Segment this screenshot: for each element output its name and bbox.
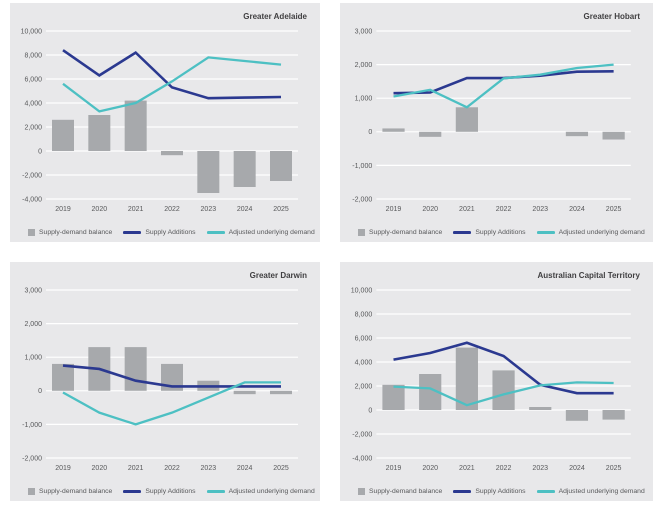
line-swatch-icon [537, 490, 555, 493]
svg-text:2,000: 2,000 [354, 383, 373, 391]
legend-label-supply-demand-balance: Supply-demand balance [39, 488, 113, 495]
svg-text:-2,000: -2,000 [22, 455, 42, 463]
svg-text:2021: 2021 [459, 206, 475, 213]
line-swatch-icon [123, 490, 141, 493]
svg-text:2023: 2023 [200, 206, 217, 213]
svg-text:0: 0 [38, 148, 42, 156]
legend-label-supply-additions: Supply Additions [145, 488, 196, 495]
legend-label-supply-demand-balance: Supply-demand balance [369, 229, 443, 236]
svg-text:2023: 2023 [532, 206, 549, 213]
svg-text:4,000: 4,000 [354, 359, 373, 367]
svg-text:-4,000: -4,000 [352, 455, 373, 463]
svg-text:2024: 2024 [569, 206, 585, 213]
chart-panel-greater-darwin [10, 262, 320, 501]
svg-text:2025: 2025 [605, 206, 622, 213]
legend-label-supply-additions: Supply Additions [475, 488, 526, 495]
legend-label-supply-demand-balance: Supply-demand balance [39, 229, 113, 236]
svg-text:6,000: 6,000 [24, 76, 42, 84]
svg-text:-1,000: -1,000 [22, 421, 42, 429]
svg-text:2,000: 2,000 [24, 321, 42, 328]
svg-text:2025: 2025 [273, 206, 289, 213]
svg-text:10,000: 10,000 [20, 28, 42, 36]
legend-label-adjusted-underlying-demand: Adjusted underlying demand [558, 229, 645, 236]
svg-text:2023: 2023 [200, 465, 217, 472]
svg-text:2024: 2024 [236, 465, 253, 472]
svg-text:1,000: 1,000 [24, 354, 42, 362]
chart-title: Greater Hobart [583, 12, 640, 21]
svg-text:2022: 2022 [164, 206, 180, 213]
svg-text:2019: 2019 [55, 206, 71, 213]
line-swatch-icon [537, 231, 555, 234]
svg-text:2023: 2023 [532, 465, 549, 472]
svg-text:2019: 2019 [385, 465, 402, 472]
svg-text:2022: 2022 [164, 465, 180, 472]
svg-text:-2,000: -2,000 [352, 431, 373, 439]
chart-panel-greater-hobart [340, 3, 653, 242]
chart-title: Australian Capital Territory [537, 271, 640, 280]
chart-plot [10, 3, 320, 217]
svg-text:-1,000: -1,000 [352, 162, 373, 170]
svg-text:8,000: 8,000 [354, 311, 373, 319]
svg-text:1,000: 1,000 [354, 95, 373, 103]
chart-panel-australian-capital-territory [340, 262, 653, 501]
svg-text:3,000: 3,000 [24, 287, 42, 295]
legend-label-adjusted-underlying-demand: Adjusted underlying demand [228, 488, 315, 495]
legend-label-adjusted-underlying-demand: Adjusted underlying demand [558, 488, 645, 495]
legend-label-adjusted-underlying-demand: Adjusted underlying demand [228, 229, 315, 236]
svg-text:2021: 2021 [459, 465, 475, 472]
svg-text:2019: 2019 [55, 465, 71, 472]
svg-text:2019: 2019 [385, 206, 402, 213]
svg-text:2020: 2020 [422, 465, 439, 472]
chart-plot [340, 3, 653, 217]
line-swatch-icon [123, 231, 141, 234]
svg-text:2024: 2024 [569, 465, 585, 472]
svg-text:3,000: 3,000 [354, 28, 373, 36]
svg-text:8,000: 8,000 [24, 52, 42, 60]
svg-text:0: 0 [368, 129, 373, 137]
svg-text:2025: 2025 [605, 465, 622, 472]
svg-text:4,000: 4,000 [24, 100, 42, 108]
chart-panel-greater-adelaide [10, 3, 320, 242]
svg-text:2024: 2024 [236, 206, 253, 213]
bar-swatch-icon [28, 488, 35, 495]
svg-text:-4,000: -4,000 [22, 196, 42, 204]
svg-text:2022: 2022 [495, 206, 512, 213]
svg-text:2020: 2020 [91, 465, 108, 472]
chart-plot [10, 262, 320, 476]
line-swatch-icon [207, 490, 225, 493]
svg-text:0: 0 [38, 388, 42, 396]
chart-legend [358, 229, 647, 236]
svg-text:2021: 2021 [127, 206, 144, 213]
svg-text:0: 0 [368, 407, 373, 415]
chart-legend [28, 229, 314, 236]
svg-text:10,000: 10,000 [350, 287, 373, 295]
svg-text:2020: 2020 [422, 206, 439, 213]
bar-swatch-icon [358, 229, 365, 236]
bar-swatch-icon [358, 488, 365, 495]
chart-title: Greater Adelaide [243, 12, 307, 21]
svg-text:2025: 2025 [273, 465, 289, 472]
legend-label-supply-demand-balance: Supply-demand balance [369, 488, 443, 495]
svg-text:2022: 2022 [495, 465, 512, 472]
svg-text:2,000: 2,000 [354, 62, 373, 69]
chart-plot [340, 262, 653, 476]
svg-text:-2,000: -2,000 [22, 172, 42, 180]
svg-text:6,000: 6,000 [354, 335, 373, 343]
svg-text:2020: 2020 [91, 206, 108, 213]
chart-title: Greater Darwin [249, 271, 307, 280]
line-swatch-icon [453, 490, 471, 493]
svg-text:2021: 2021 [127, 465, 144, 472]
line-swatch-icon [453, 231, 471, 234]
svg-text:2,000: 2,000 [24, 124, 42, 132]
line-swatch-icon [207, 231, 225, 234]
legend-label-supply-additions: Supply Additions [145, 229, 196, 236]
legend-label-supply-additions: Supply Additions [475, 229, 526, 236]
svg-text:-2,000: -2,000 [352, 196, 373, 204]
chart-legend [28, 488, 314, 495]
bar-swatch-icon [28, 229, 35, 236]
chart-legend [358, 488, 647, 495]
